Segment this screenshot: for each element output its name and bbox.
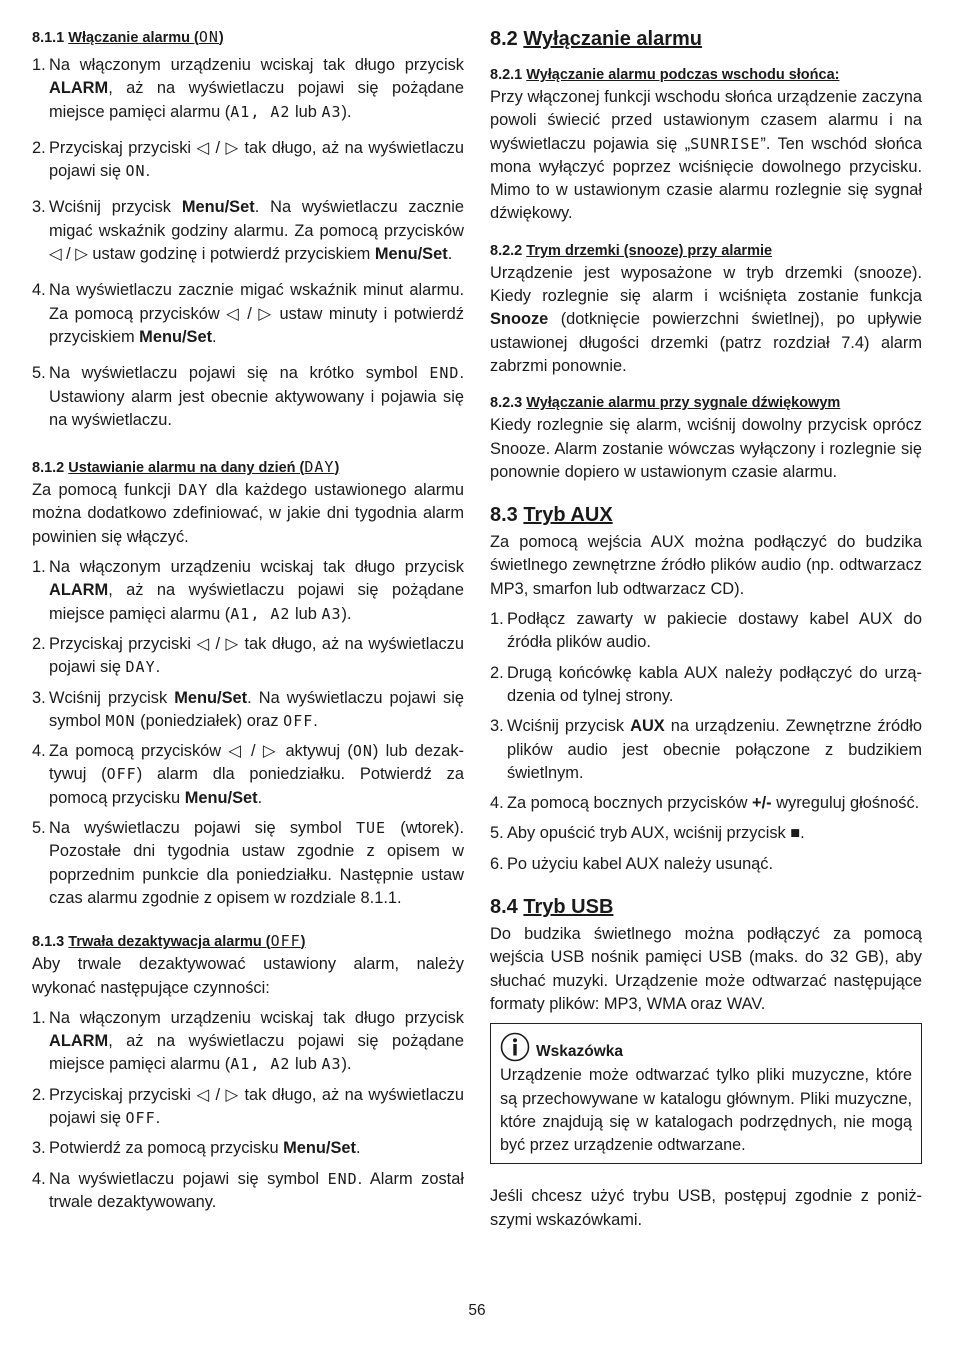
paragraph-8-1-3-intro: Aby trwale dezaktywować ustawiony alarm, należy wykonać następujące czynności: xyxy=(32,955,464,997)
paragraph-8-1-2-intro: Za pomocą funkcji DAY dla każdego ustawionego alarmu można dodatkowo zdefiniować, w jakie dni tygodnia alarm powinien się włączyć. xyxy=(32,481,465,546)
subsection-heading-8-2-1: 8.2.1 Wyłączanie alarmu podczas wschodu słońca: xyxy=(490,67,840,83)
subsection-heading-8-1-1: 8.1.1 Włączanie alarmu (ON) xyxy=(32,28,224,46)
paragraph-8-2-1: Przy włączonej funkcji wschodu słońca urządzenie zaczyna powoli świecić przed ustawionym czasem alarmu i na wyświetlaczu pojawia się „SUNRISE”. Ten wschód słońca mona wyłączyć poprzez wciśnięcie dowolnego przycisku. Mimo to w ustawionym czasie alarmu rozlegnie się sygnał dźwiękowy. xyxy=(490,88,922,223)
paragraph-8-3-intro: Za pomocą wejścia AUX można podłączyć do budzika świetlnego zewnętrzne źródło plików audio (np. odtwarzacz MP3, smarfon lub odtwarzacz CD). xyxy=(490,533,922,598)
paragraph-8-2-2: Urządzenie jest wyposażone w tryb drzemki (snooze). Kiedy rozlegnie się alarm i wciśnięta zostanie funkcja Snooze (dotknięcie powierzchni świetlnej), po upływie ustawionej długości drzemki (patrz rozdział 7.4) alarm zabrzmi ponownie. xyxy=(490,263,922,375)
note-text: Urządzenie może odtwarzać tylko pliki muzyczne, które są przechowywane w katalogu głównym. Pliki muzyczne, które znajdują się w katalogach podrzędnych, nie mogą być przez urządzenie odtwarzane. xyxy=(500,1066,912,1155)
list-item: 2. Przyciskaj przyciski ◁ / ▷ tak długo, aż na wyświetlaczu pojawi się DAY. xyxy=(32,634,464,677)
list-item: 4. Za pomocą przycisków ◁ / ▷ aktywuj (ON) lub dezaktywuj (OFF) alarm dla poniedziałku. Potwierdź za pomocą przycisku Menu/Set. xyxy=(32,742,464,807)
note-title: Wskazówka xyxy=(536,1043,624,1061)
list-item: 4. Na wyświetlaczu zacznie migać wskaźnik minut alarmu. Za pomocą przycisków ◁ / ▷ ustaw minuty i potwierdź przyciskiem Menu/Set. xyxy=(32,281,464,346)
steps-list-8-1-1 xyxy=(32,54,464,432)
paragraph-8-4-intro: Do budzika świetlnego można podłączyć za pomocą wejścia USB nośnik pamięci USB (maks. do 32 GB), aby słuchać muzyki. Urządzenie może odtwarzać następujące formaty plików: MP3, WMA oraz WAV. xyxy=(490,925,922,1013)
list-item: 3. Wciśnij przycisk AUX na urządzeniu. Zewnętrzne źródło plików audio jest obecnie połączone z budzikiem świetlnym. xyxy=(490,717,922,782)
steps-list-8-3 xyxy=(490,608,922,876)
note-header xyxy=(500,1032,912,1062)
subsection-heading-8-1-3: 8.1.3 Trwała dezaktywacja alarmu (OFF) xyxy=(32,932,306,951)
page-number: 56 xyxy=(468,1302,486,1319)
paragraph-8-4-outro: Jeśli chcesz użyć trybu USB, postępuj zgodnie z poniższymi wskazówkami. xyxy=(490,1187,922,1229)
list-item: 5. Na wyświetlaczu pojawi się symbol TUE (wtorek). Pozostałe dni tygodnia ustaw zgodnie z opisem w poprzednim punkcie dla poniedziałku. Następnie ustaw czas alarmu zgodnie z opisem w rozdziale 8.1.1. xyxy=(32,819,464,907)
steps-list-8-1-2 xyxy=(32,556,464,910)
list-item: 5. Aby opuścić tryb AUX, wciśnij przycisk ■. xyxy=(490,824,805,843)
list-item: 5. Na wyświetlaczu pojawi się na krótko symbol END. Ustawiony alarm jest obecnie aktywowany i pojawia się na wyświetlaczu. xyxy=(32,364,464,429)
subsection-heading-8-2-2: 8.2.2 Trym drzemki (snooze) przy alarmie xyxy=(490,242,773,259)
note-box xyxy=(490,1023,922,1164)
left-column xyxy=(32,28,464,1214)
list-item: 1. Na włączonym urządzeniu wciskaj tak długo przycisk ALARM, aż na wyświetlaczu pojawi się pożądane miejsce pamięci alarmu (A1, A2 lub A3). xyxy=(32,56,464,121)
subsection-heading-8-1-2: 8.1.2 Ustawianie alarmu na dany dzień (DAY) xyxy=(32,458,340,477)
steps-list-8-1-3 xyxy=(32,1007,464,1214)
list-item: 1. Na włączonym urządzeniu wciskaj tak długo przycisk ALARM, aż na wyświetlaczu pojawi się pożądane miejsce pamięci alarmu (A1, A2 lub A3). xyxy=(32,1008,464,1074)
list-item: 4. Za pomocą bocznych przycisków +/- wyreguluj głośność. xyxy=(490,794,920,813)
list-item: 3. Wciśnij przycisk Menu/Set. Na wyświetlaczu zacznie migać wskaźnik godziny alarmu. Za pomocą przycisków ◁ / ▷ ustaw godzinę i potwierdź przyciskiem Menu/Set. xyxy=(32,198,464,264)
list-item: 1. Podłącz zawarty w pakiecie dostawy kabel AUX do źródła plików audio. xyxy=(490,610,922,652)
section-heading-8-2: 8.2 Wyłączanie alarmu xyxy=(490,28,702,50)
list-item: 4. Na wyświetlaczu pojawi się symbol END. Alarm został trwale dezaktywowany. xyxy=(32,1169,464,1211)
right-column xyxy=(490,28,922,1232)
list-item: 1. Na włączonym urządzeniu wciskaj tak długo przycisk ALARM, aż na wyświetlaczu pojawi się pożądane miejsce pamięci alarmu (A1, A2 lub A3). xyxy=(32,558,464,623)
section-heading-8-3: 8.3 Tryb AUX xyxy=(490,504,613,527)
list-item: 3. Potwierdź za pomocą przycisku Menu/Set. xyxy=(32,1139,361,1158)
subsection-heading-8-2-3: 8.2.3 Wyłączanie alarmu przy sygnale dźwiękowym xyxy=(490,395,841,412)
paragraph-8-2-3: Kiedy rozlegnie się alarm, wciśnij dowolny przycisk oprócz Snooze. Alarm zostanie wówczas wyłączony i rozlegnie się ponownie dopiero w ustawionym czasie alarmu. xyxy=(490,416,922,481)
info-icon xyxy=(500,1032,530,1062)
section-heading-8-4: 8.4 Tryb USB xyxy=(490,896,614,919)
list-item: 2. Przyciskaj przyciski ◁ / ▷ tak długo, aż na wyświetlaczu pojawi się OFF. xyxy=(32,1085,464,1127)
list-item: 2. Przyciskaj przyciski ◁ / ▷ tak długo, aż na wyświetlaczu pojawi się ON. xyxy=(32,138,464,181)
list-item: 3. Wciśnij przycisk Menu/Set. Na wyświetlaczu pojawi się symbol MON (poniedziałek) oraz OFF. xyxy=(32,688,465,730)
list-item: 6. Po użyciu kabel AUX należy usunąć. xyxy=(490,854,774,873)
list-item: 2. Drugą końcówkę kabla AUX należy podłączyć do urządzenia od tylnej strony. xyxy=(490,663,922,705)
